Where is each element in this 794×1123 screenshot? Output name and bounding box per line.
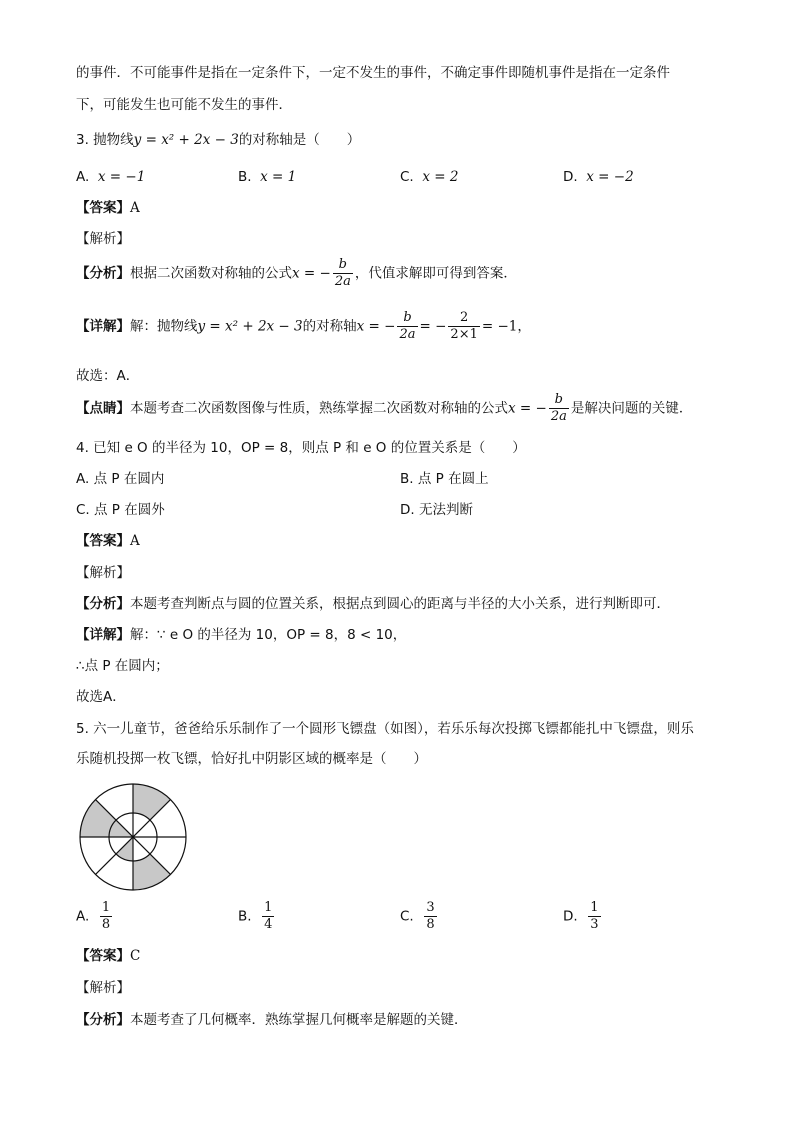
fraction-b-over-2a: $\frac{b}{2a}$ <box>550 392 567 424</box>
q3-analysis-tag: 【解析】 <box>76 231 130 247</box>
q5-stem-line-2: 乐随机投掷一枚飞镖，恰好扎中阴影区域的概率是（ ） <box>76 751 427 767</box>
q3-option-a: A. x = −1 <box>76 169 146 185</box>
q4-fenxi: 【分析】本题考查判断点与圆的位置关系，根据点到圆心的距离与半径的大小关系，进行判断即可． <box>76 596 670 612</box>
q5-stem-line-1: 5. 六一儿童节，爸爸给乐乐制作了一个圆形飞镖盘（如图），若乐乐每次投掷飞镖都能扎中飞镖盘，则乐 <box>76 721 694 737</box>
q5-option-d: D. $\frac{1}{3}$ <box>563 900 599 932</box>
q3-xiangjie: 【详解】解：抛物线y = x² + 2x − 3的对称轴x = − $\frac{b}{2a}$ = − $\frac{2}{2\times 1}$ = −1， <box>76 310 531 342</box>
q5-option-c: C. $\frac{3}{8}$ <box>400 900 435 932</box>
q3-conclusion: 故选：A． <box>76 368 140 384</box>
q4-option-c: C. 点 P 在圆外 <box>76 502 165 518</box>
q3-stem-suffix: 的对称轴是（ ） <box>238 132 361 148</box>
q4-stem: 4. 已知 e O 的半径为 10，OP = 8，则点 P 和 e O 的位置关系是（ ） <box>76 440 526 456</box>
q4-answer: 【答案】A <box>76 533 140 549</box>
q5-option-b: B. $\frac{1}{4}$ <box>238 900 273 932</box>
fraction-b-over-2a: $\frac{b}{2a}$ <box>334 257 351 289</box>
q3-option-c: C. x = 2 <box>400 169 459 185</box>
fraction-b-over-2a: $\frac{b}{2a}$ <box>399 310 416 342</box>
q4-conclusion: 故选A． <box>76 689 126 705</box>
q5-fenxi: 【分析】本题考查了几何概率．熟练掌握几何概率是解题的关键． <box>76 1012 468 1028</box>
q3-option-b: B. x = 1 <box>238 169 297 185</box>
q4-therefore: ∴点 P 在圆内； <box>76 658 169 674</box>
q4-xiangjie: 【详解】解：∵ e O 的半径为 10，OP = 8，8 < 10， <box>76 627 407 643</box>
q4-analysis-tag: 【解析】 <box>76 565 130 581</box>
q4-option-b: B. 点 P 在圆上 <box>400 471 489 487</box>
q3-stem-equation: y = x² + 2x − 3 <box>133 132 239 148</box>
q3-stem-prefix: 3. 抛物线 <box>76 132 134 148</box>
q5-answer: 【答案】C <box>76 948 141 964</box>
q3-fenxi: 【分析】根据二次函数对称轴的公式x = − $\frac{b}{2a}$ ，代值求解即可得到答案． <box>76 257 517 289</box>
q5-option-a: A. $\frac{1}{8}$ <box>76 900 111 932</box>
q3-dianjing: 【点睛】本题考查二次函数图像与性质，熟练掌握二次函数对称轴的公式x = − $\frac{b}{2a}$ 是解决问题的关键． <box>76 392 693 424</box>
q4-option-a: A. 点 P 在圆内 <box>76 471 165 487</box>
q5-analysis-tag: 【解析】 <box>76 980 130 996</box>
dartboard-figure <box>78 782 188 892</box>
q3-stem <box>76 131 360 149</box>
paragraph-line-2: 下，可能发生也可能不发生的事件． <box>76 97 292 113</box>
fraction-2-over-2x1: $\frac{2}{2\times 1}$ <box>450 310 478 342</box>
q3-answer: 【答案】A <box>76 200 140 216</box>
q4-option-d: D. 无法判断 <box>400 502 473 518</box>
paragraph-line-1: 的事件．不可能事件是指在一定条件下，一定不发生的事件，不确定事件即随机事件是指在一定条件 <box>76 65 670 81</box>
q3-option-d: D. x = −2 <box>563 169 634 185</box>
